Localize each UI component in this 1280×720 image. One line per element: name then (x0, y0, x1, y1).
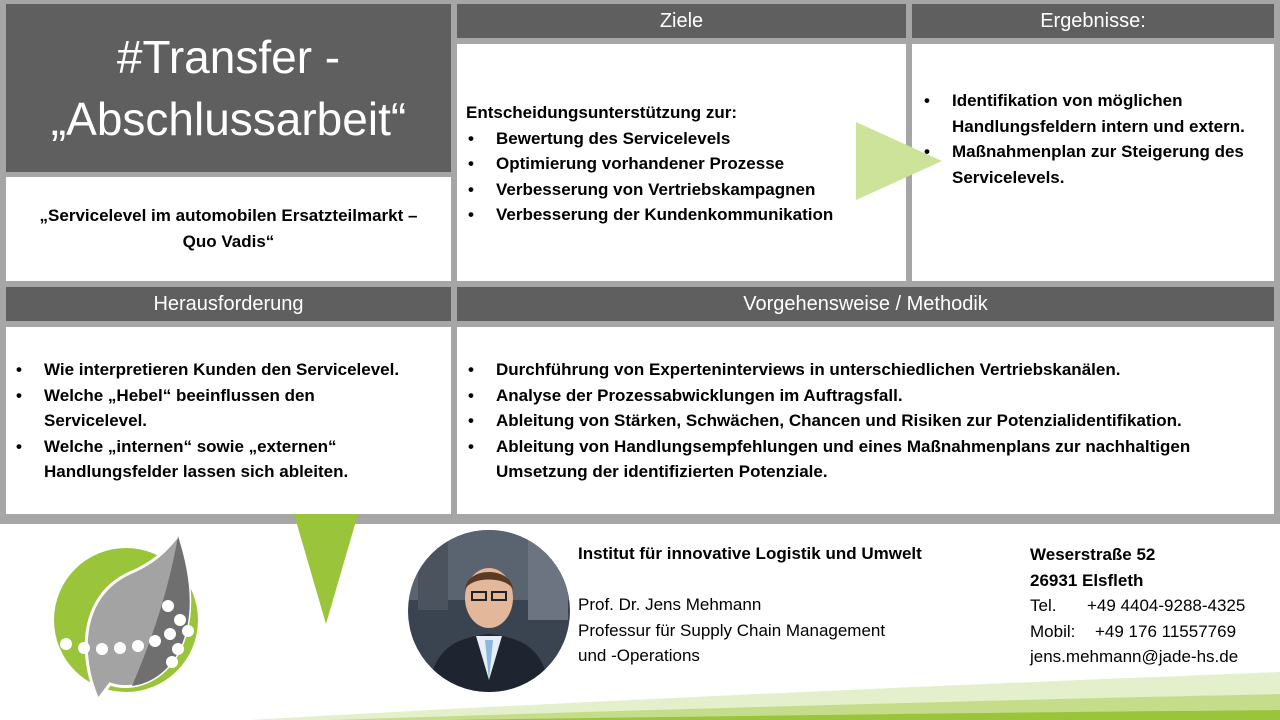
thesis-subtitle (6, 177, 451, 281)
herausforderung-list (14, 357, 449, 485)
contact-mobil-label: Mobil: (1030, 621, 1076, 641)
methodik-list (466, 357, 1272, 485)
list-item: • Welche „Hebel“ beeinflussen den Servicelevel. (14, 383, 449, 434)
list-item: • Durchführung von Experteninterviews in unterschiedlichen Vertriebskanälen. (466, 357, 1272, 383)
title-block (6, 4, 451, 172)
list-item: • Ableitung von Stärken, Schwächen, Chancen und Risiken zur Potenzialidentifikation. (466, 408, 1272, 434)
contact-tel-label: Tel. (1030, 596, 1057, 615)
contact-city: 26931 Elsfleth (1030, 570, 1144, 590)
person-role-line-1: Professur für Supply Chain Management (578, 620, 886, 640)
ergebnisse-header: Ergebnisse: (912, 4, 1274, 38)
arrow-right-icon (856, 122, 942, 200)
methodik-panel (457, 327, 1274, 514)
list-item: • Ableitung von Handlungsempfehlungen und eines Maßnahmenplans zur nachhaltigen Umsetzung der identifizierten Potenziale. (466, 434, 1272, 485)
list-item: • Analyse der Prozessabwicklungen im Auftragsfall. (466, 383, 1272, 409)
contact-mobil-row (1030, 619, 1275, 645)
list-item: • Verbesserung der Kundenkommunikation (466, 202, 906, 228)
list-item: • Verbesserung von Vertriebskampagnen (466, 177, 906, 203)
arrow-down-icon (294, 514, 358, 624)
list-item: • Wie interpretieren Kunden den Servicelevel. (14, 357, 449, 383)
ziele-list (466, 126, 906, 228)
ziele-header: Ziele (457, 4, 906, 38)
list-item: • Optimierung vorhandener Prozesse (466, 151, 906, 177)
ergebnisse-panel (912, 44, 1274, 281)
subtitle-line-2: Quo Vadis“ (182, 232, 275, 251)
ziele-panel (457, 44, 906, 281)
contact-street: Weserstraße 52 (1030, 545, 1156, 564)
institute-person (578, 592, 885, 669)
list-item: • Identifikation von möglichen Handlungsfeldern intern und extern. (922, 88, 1257, 139)
methodik-header: Vorgehensweise / Methodik (457, 287, 1274, 321)
subtitle-line-1: „Servicelevel im automobilen Ersatzteilmarkt – (39, 206, 418, 225)
contact-email[interactable]: jens.mehmann@jade-hs.de (1030, 647, 1239, 666)
herausforderung-panel (6, 327, 451, 514)
herausforderung-header: Herausforderung (6, 287, 451, 321)
contact-tel-row (1030, 593, 1275, 619)
institute-name: Institut für innovative Logistik und Umwelt (578, 544, 922, 563)
portrait-photo (408, 530, 570, 692)
person-role-line-2: und -Operations (578, 646, 700, 665)
list-item: • Bewertung des Servicelevels (466, 126, 906, 152)
person-name: Prof. Dr. Jens Mehmann (578, 595, 762, 614)
contact-block (1030, 542, 1275, 670)
contact-tel: +49 4404-9288-4325 (1087, 596, 1246, 615)
ziele-intro: Entscheidungsunterstützung zur: (466, 103, 738, 122)
list-item: • Welche „internen“ sowie „externen“ Handlungsfelder lassen sich ableiten. (14, 434, 449, 485)
ergebnisse-list (922, 88, 1257, 190)
list-item: • Maßnahmenplan zur Steigerung des Servicelevels. (922, 139, 1257, 190)
contact-mobil: +49 176 11557769 (1095, 621, 1237, 641)
leaf-logo-icon (40, 534, 215, 709)
title-line-1: #Transfer - (116, 31, 341, 83)
title-line-2: „Abschlussarbeit“ (50, 93, 407, 145)
